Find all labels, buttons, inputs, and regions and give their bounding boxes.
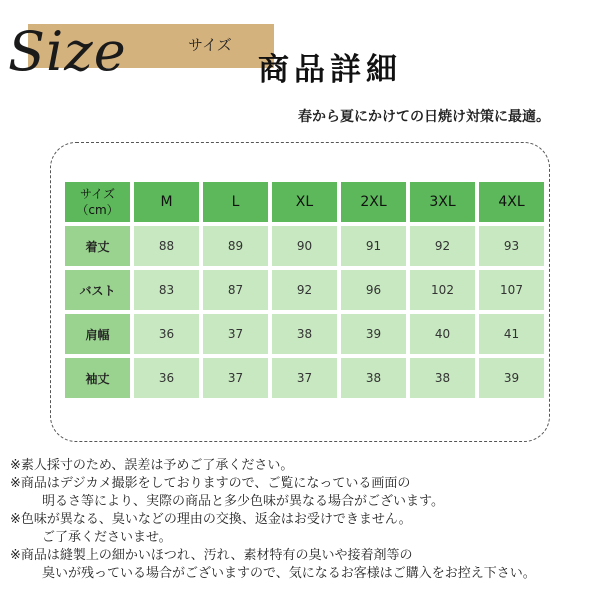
table-cell: 38 [341, 358, 406, 398]
table-cell: 41 [479, 314, 544, 354]
table-row [65, 226, 544, 266]
table-cell: 38 [272, 314, 337, 354]
page-title: 商品詳細 [258, 52, 402, 88]
column-header: XL [272, 182, 337, 222]
table-cell: 38 [410, 358, 475, 398]
row-header: 袖丈 [65, 358, 130, 398]
table-cell: 96 [341, 270, 406, 310]
table-cell: 87 [203, 270, 268, 310]
table-cell: 93 [479, 226, 544, 266]
table-cell: 92 [272, 270, 337, 310]
table-corner-header [65, 182, 130, 222]
note-line: ※商品は縫製上の細かいほつれ、汚れ、素材特有の臭いや接着剤等の [10, 548, 413, 563]
note-line: ※商品はデジカメ撮影をしておりますので、ご覧になっている画面の [10, 476, 411, 491]
table-cell: 102 [410, 270, 475, 310]
table-cell: 37 [203, 314, 268, 354]
column-header: 3XL [410, 182, 475, 222]
column-header: 4XL [479, 182, 544, 222]
note-line: ご了承くださいませ。 [42, 530, 172, 545]
table-cell: 83 [134, 270, 199, 310]
table-row [65, 270, 544, 310]
table-cell: 39 [479, 358, 544, 398]
corner-unit: （cm） [76, 203, 119, 217]
table-row [65, 358, 544, 398]
table-cell: 89 [203, 226, 268, 266]
table-cell: 39 [341, 314, 406, 354]
table-cell: 36 [134, 314, 199, 354]
note-line: ※色味が異なる、臭いなどの理由の交換、返金はお受けできません。 [10, 512, 412, 527]
note-line: 明るさ等により、実際の商品と多少色味が異なる場合がございます。 [42, 494, 444, 509]
size-chart-table [61, 178, 548, 402]
note-line: ※素人採寸のため、誤差は予めご了承ください。 [10, 458, 294, 473]
column-header: 2XL [341, 182, 406, 222]
table-row [65, 314, 544, 354]
table-cell: 37 [272, 358, 337, 398]
table-cell: 91 [341, 226, 406, 266]
size-heading: Size [8, 20, 127, 83]
size-subheading: サイズ [188, 36, 232, 54]
column-header: M [134, 182, 199, 222]
tagline: 春から夏にかけての日焼け対策に最適。 [298, 109, 550, 125]
table-cell: 92 [410, 226, 475, 266]
corner-label: サイズ [79, 187, 116, 201]
table-cell: 88 [134, 226, 199, 266]
table-cell: 40 [410, 314, 475, 354]
table-cell: 36 [134, 358, 199, 398]
notes-section [10, 457, 598, 583]
table-header-row [65, 182, 544, 222]
row-header: 着丈 [65, 226, 130, 266]
table-cell: 90 [272, 226, 337, 266]
table-cell: 107 [479, 270, 544, 310]
row-header: 肩幅 [65, 314, 130, 354]
row-header: バスト [65, 270, 130, 310]
column-header: L [203, 182, 268, 222]
table-cell: 37 [203, 358, 268, 398]
note-line: 臭いが残っている場合がございますので、気になるお客様はご購入をお控え下さい。 [42, 566, 536, 581]
